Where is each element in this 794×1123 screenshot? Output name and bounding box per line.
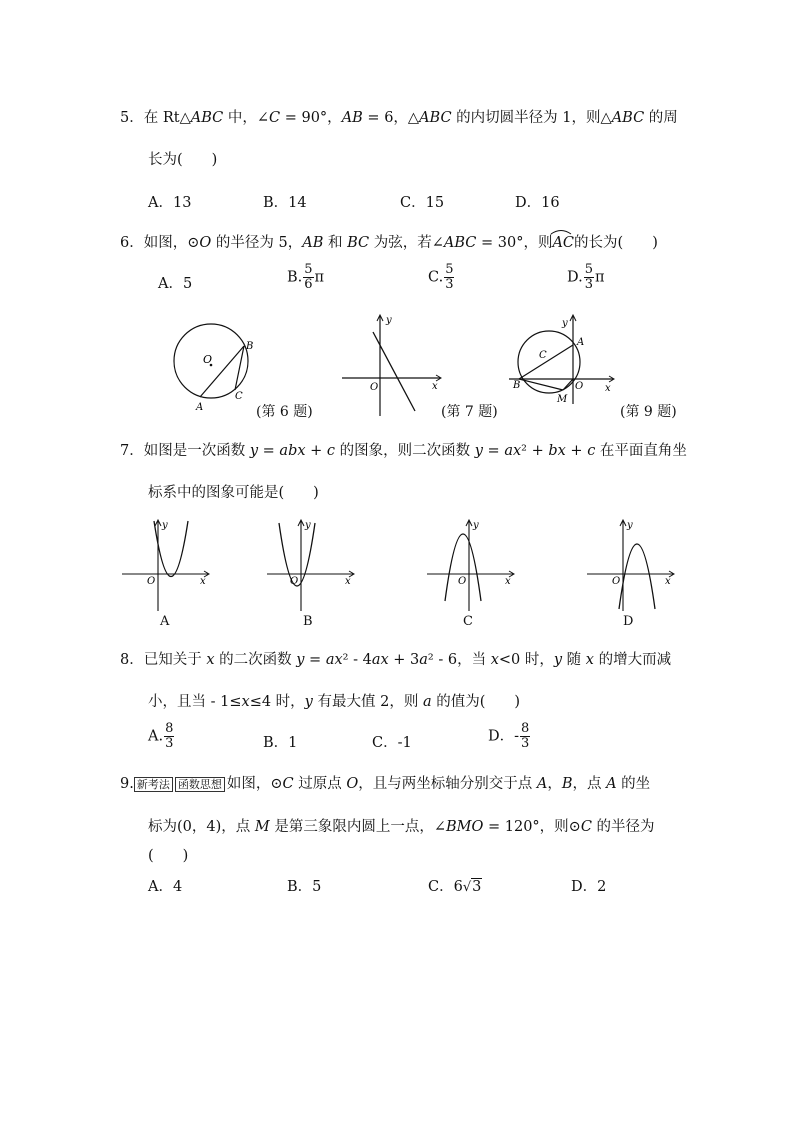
x-axis-label: x [432, 381, 438, 392]
q8-option-d: D．- $\frac{8}{3}$ [488, 721, 530, 751]
q6-option-a: A．5 [158, 276, 193, 292]
function-thinking-badge: 函数思想 [175, 777, 225, 792]
y-axis-label: y [562, 318, 568, 329]
q7-graph-a-label: A [160, 614, 170, 629]
new-method-badge: 新考法 [134, 777, 173, 792]
point-C-label: C [235, 391, 243, 402]
q7-graph-c [425, 517, 520, 613]
origin-label: O [575, 381, 584, 392]
point-C-label: C [539, 350, 547, 361]
q9-option-b: B．5 [287, 879, 322, 895]
q8-line2: 小，且当 - 1≤x≤4 时，y 有最大值 2，则 a 的值为( ) [148, 694, 521, 710]
figure-6-caption: (第 6 题) [256, 404, 313, 420]
q9-option-d: D．2 [571, 879, 607, 895]
point-O-label: O [203, 353, 213, 366]
y-axis-label: y [162, 520, 168, 531]
q5-option-a: A．13 [148, 195, 192, 211]
q9-line2: 标为(0，4)，点 M 是第三象限内圆上一点，∠BMO = 120°，则⊙C 的半径为 [148, 819, 655, 835]
origin-label: O [370, 382, 379, 393]
x-axis-label: x [605, 383, 611, 394]
q6-line1: 6．如图，⊙O 的半径为 5，AB 和 BC 为弦，若∠ABC = 30°，则AC 的长为( ) [120, 233, 658, 253]
q6-option-b: B. $\frac{5}{6}$ π [287, 262, 325, 292]
q5-option-b: B．14 [263, 195, 307, 211]
origin-label: O [147, 576, 156, 587]
x-axis-label: x [505, 576, 511, 587]
q8-option-a: A. $\frac{8}{3}$ [148, 721, 174, 751]
q8-option-b: B．1 [263, 735, 298, 751]
q8-line1: 8．已知关于 x 的二次函数 y = ax² - 4ax + 3a² - 6，当 x<0 时，y 随 x 的增大而减 [120, 652, 672, 668]
point-M-label: M [557, 394, 568, 405]
q5-option-d: D．16 [515, 195, 560, 211]
q9-line3: ( ) [148, 848, 189, 864]
fraction: $\frac{8}{3}$ [165, 721, 174, 751]
fraction: $\frac{5}{6}$ [304, 262, 313, 292]
x-axis-label: x [665, 576, 671, 587]
point-A-label: A [196, 402, 204, 413]
arc-ac: AC [552, 233, 574, 253]
origin-label: O [612, 576, 621, 587]
figure-9 [505, 312, 620, 412]
q7-line1: 7．如图是一次函数 y = abx + c 的图象，则二次函数 y = ax² + bx + c 在平面直角坐 [120, 443, 687, 459]
q6-option-d: D. $\frac{5}{3}$ π [567, 262, 605, 292]
fraction: $\frac{5}{3}$ [584, 262, 593, 292]
y-axis-label: y [386, 315, 392, 326]
x-axis-label: x [345, 576, 351, 587]
q7-graph-d-label: D [623, 614, 634, 629]
q7-graph-d [585, 517, 680, 613]
y-axis-label: y [473, 520, 479, 531]
x-axis-label: x [200, 576, 206, 587]
origin-label: O [290, 576, 299, 587]
figure-9-caption: (第 9 题) [620, 404, 677, 420]
figure-7 [338, 312, 448, 420]
q7-graph-b [265, 517, 360, 613]
q9-option-a: A．4 [148, 879, 183, 895]
point-B-label: B [513, 380, 521, 391]
origin-label: O [458, 576, 467, 587]
q7-graph-c-label: C [463, 614, 473, 629]
q5-line2: 长为( ) [148, 152, 218, 168]
q9-option-c: C．6√3 [428, 879, 482, 895]
q6-option-c: C. $\frac{5}{3}$ [428, 262, 454, 292]
y-axis-label: y [305, 520, 311, 531]
q5-line1: 5．在 Rt△ABC 中，∠C = 90°，AB = 6，△ABC 的内切圆半径为 1，则△ABC 的周 [120, 110, 678, 126]
fraction: $\frac{5}{3}$ [445, 262, 454, 292]
q7-line2: 标系中的图象可能是( ) [148, 485, 319, 501]
point-A-label: A [577, 337, 585, 348]
q9-line1: 9. 新考法 函数思想 如图，⊙C 过原点 O，且与两坐标轴分别交于点 A，B，点 A 的坐 [120, 776, 651, 792]
figure-7-caption: (第 7 题) [441, 404, 498, 420]
q7-graph-b-label: B [303, 614, 313, 629]
q5-option-c: C．15 [400, 195, 445, 211]
fraction: $\frac{8}{3}$ [521, 721, 530, 751]
q7-graph-a [120, 517, 215, 613]
y-axis-label: y [627, 520, 633, 531]
q8-option-c: C．-1 [372, 735, 412, 751]
point-B-label: B [246, 341, 254, 352]
